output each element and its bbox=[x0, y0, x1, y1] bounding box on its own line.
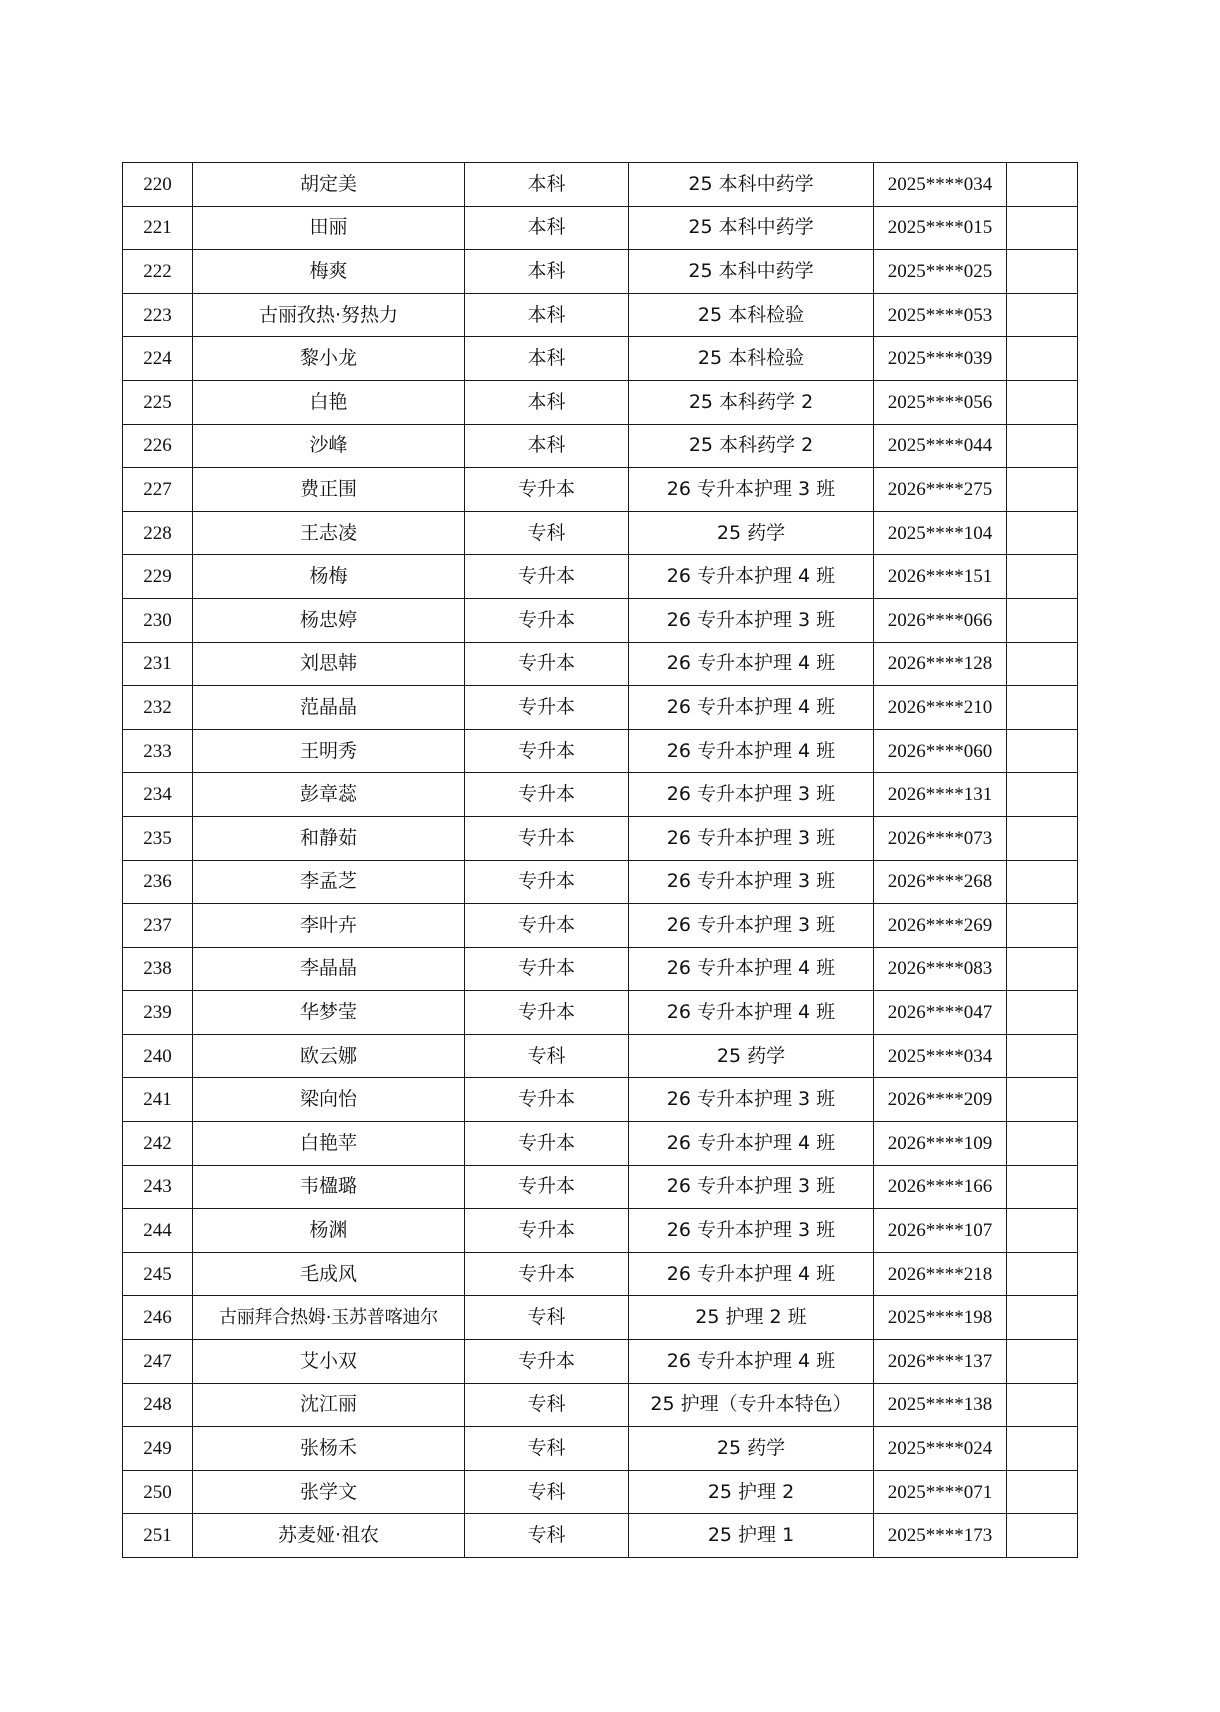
education-level-cell: 专科 bbox=[465, 1296, 629, 1340]
table-row bbox=[123, 686, 1078, 730]
table-row bbox=[123, 1340, 1078, 1384]
class-name-cell: 26 专升本护理 4 班 bbox=[629, 947, 874, 991]
education-level-cell: 专升本 bbox=[465, 1165, 629, 1209]
row-number-cell: 248 bbox=[123, 1383, 193, 1427]
table-row bbox=[123, 947, 1078, 991]
table-row bbox=[123, 1470, 1078, 1514]
table-row bbox=[123, 206, 1078, 250]
row-number-cell: 242 bbox=[123, 1122, 193, 1166]
student-id-cell: 2025****034 bbox=[874, 163, 1007, 207]
class-name-cell: 25 本科药学 2 bbox=[629, 380, 874, 424]
table-row bbox=[123, 1078, 1078, 1122]
remark-cell bbox=[1007, 163, 1078, 207]
table-row bbox=[123, 337, 1078, 381]
table-row bbox=[123, 511, 1078, 555]
student-name-cell: 沙峰 bbox=[193, 424, 465, 468]
class-name-cell: 26 专升本护理 3 班 bbox=[629, 816, 874, 860]
education-level-cell: 专升本 bbox=[465, 555, 629, 599]
row-number-cell: 232 bbox=[123, 686, 193, 730]
row-number-cell: 233 bbox=[123, 729, 193, 773]
table-row bbox=[123, 1209, 1078, 1253]
student-id-cell: 2025****173 bbox=[874, 1514, 1007, 1558]
remark-cell bbox=[1007, 1252, 1078, 1296]
class-name-cell: 25 药学 bbox=[629, 511, 874, 555]
remark-cell bbox=[1007, 1427, 1078, 1471]
education-level-cell: 专升本 bbox=[465, 816, 629, 860]
table-row bbox=[123, 1514, 1078, 1558]
class-name-cell: 26 专升本护理 4 班 bbox=[629, 1252, 874, 1296]
student-id-cell: 2026****275 bbox=[874, 468, 1007, 512]
student-id-cell: 2026****137 bbox=[874, 1340, 1007, 1384]
student-name-cell: 张学文 bbox=[193, 1470, 465, 1514]
table-row bbox=[123, 1165, 1078, 1209]
student-name-cell: 王明秀 bbox=[193, 729, 465, 773]
class-name-cell: 26 专升本护理 3 班 bbox=[629, 468, 874, 512]
remark-cell bbox=[1007, 729, 1078, 773]
remark-cell bbox=[1007, 773, 1078, 817]
student-name-cell: 李叶卉 bbox=[193, 904, 465, 948]
table-row bbox=[123, 250, 1078, 294]
remark-cell bbox=[1007, 380, 1078, 424]
student-id-cell: 2026****047 bbox=[874, 991, 1007, 1035]
class-name-cell: 25 本科检验 bbox=[629, 337, 874, 381]
education-level-cell: 专升本 bbox=[465, 860, 629, 904]
row-number-cell: 221 bbox=[123, 206, 193, 250]
student-id-cell: 2026****109 bbox=[874, 1122, 1007, 1166]
remark-cell bbox=[1007, 293, 1078, 337]
student-id-cell: 2025****053 bbox=[874, 293, 1007, 337]
education-level-cell: 专升本 bbox=[465, 947, 629, 991]
remark-cell bbox=[1007, 1078, 1078, 1122]
class-name-cell: 25 护理 2 班 bbox=[629, 1296, 874, 1340]
class-name-cell: 26 专升本护理 3 班 bbox=[629, 860, 874, 904]
class-name-cell: 26 专升本护理 3 班 bbox=[629, 904, 874, 948]
remark-cell bbox=[1007, 206, 1078, 250]
education-level-cell: 专科 bbox=[465, 1427, 629, 1471]
student-name-cell: 李晶晶 bbox=[193, 947, 465, 991]
class-name-cell: 25 本科检验 bbox=[629, 293, 874, 337]
remark-cell bbox=[1007, 555, 1078, 599]
row-number-cell: 244 bbox=[123, 1209, 193, 1253]
row-number-cell: 234 bbox=[123, 773, 193, 817]
class-name-cell: 25 护理 1 bbox=[629, 1514, 874, 1558]
remark-cell bbox=[1007, 1122, 1078, 1166]
class-name-cell: 25 药学 bbox=[629, 1427, 874, 1471]
row-number-cell: 246 bbox=[123, 1296, 193, 1340]
student-id-cell: 2025****056 bbox=[874, 380, 1007, 424]
remark-cell bbox=[1007, 424, 1078, 468]
education-level-cell: 专科 bbox=[465, 1034, 629, 1078]
remark-cell bbox=[1007, 511, 1078, 555]
student-name-cell: 刘思韩 bbox=[193, 642, 465, 686]
student-id-cell: 2026****066 bbox=[874, 598, 1007, 642]
student-name-cell: 王志凌 bbox=[193, 511, 465, 555]
student-id-cell: 2025****024 bbox=[874, 1427, 1007, 1471]
remark-cell bbox=[1007, 1383, 1078, 1427]
student-name-cell: 梁向怡 bbox=[193, 1078, 465, 1122]
row-number-cell: 240 bbox=[123, 1034, 193, 1078]
table-row bbox=[123, 729, 1078, 773]
student-name-cell: 华梦莹 bbox=[193, 991, 465, 1035]
remark-cell bbox=[1007, 250, 1078, 294]
education-level-cell: 专升本 bbox=[465, 468, 629, 512]
education-level-cell: 本科 bbox=[465, 206, 629, 250]
class-name-cell: 25 本科中药学 bbox=[629, 206, 874, 250]
row-number-cell: 229 bbox=[123, 555, 193, 599]
remark-cell bbox=[1007, 991, 1078, 1035]
class-name-cell: 26 专升本护理 3 班 bbox=[629, 1209, 874, 1253]
student-id-cell: 2025****015 bbox=[874, 206, 1007, 250]
class-name-cell: 26 专升本护理 4 班 bbox=[629, 991, 874, 1035]
class-name-cell: 25 护理（专升本特色） bbox=[629, 1383, 874, 1427]
remark-cell bbox=[1007, 1209, 1078, 1253]
remark-cell bbox=[1007, 1034, 1078, 1078]
education-level-cell: 本科 bbox=[465, 380, 629, 424]
student-name-cell: 和静茹 bbox=[193, 816, 465, 860]
remark-cell bbox=[1007, 904, 1078, 948]
student-name-cell: 古丽孜热·努热力 bbox=[193, 293, 465, 337]
class-name-cell: 26 专升本护理 4 班 bbox=[629, 729, 874, 773]
education-level-cell: 本科 bbox=[465, 250, 629, 294]
row-number-cell: 251 bbox=[123, 1514, 193, 1558]
class-name-cell: 26 专升本护理 3 班 bbox=[629, 773, 874, 817]
student-name-cell: 彭章蕊 bbox=[193, 773, 465, 817]
row-number-cell: 222 bbox=[123, 250, 193, 294]
education-level-cell: 本科 bbox=[465, 163, 629, 207]
class-name-cell: 26 专升本护理 3 班 bbox=[629, 598, 874, 642]
table-row bbox=[123, 860, 1078, 904]
education-level-cell: 本科 bbox=[465, 337, 629, 381]
row-number-cell: 241 bbox=[123, 1078, 193, 1122]
student-id-cell: 2025****034 bbox=[874, 1034, 1007, 1078]
table-row bbox=[123, 163, 1078, 207]
education-level-cell: 专升本 bbox=[465, 1340, 629, 1384]
remark-cell bbox=[1007, 860, 1078, 904]
row-number-cell: 249 bbox=[123, 1427, 193, 1471]
student-id-cell: 2025****198 bbox=[874, 1296, 1007, 1340]
row-number-cell: 225 bbox=[123, 380, 193, 424]
row-number-cell: 226 bbox=[123, 424, 193, 468]
row-number-cell: 220 bbox=[123, 163, 193, 207]
row-number-cell: 228 bbox=[123, 511, 193, 555]
row-number-cell: 224 bbox=[123, 337, 193, 381]
student-id-cell: 2025****104 bbox=[874, 511, 1007, 555]
student-id-cell: 2026****151 bbox=[874, 555, 1007, 599]
table-row bbox=[123, 1383, 1078, 1427]
student-name-cell: 苏麦娅·祖农 bbox=[193, 1514, 465, 1558]
table-row bbox=[123, 816, 1078, 860]
education-level-cell: 本科 bbox=[465, 293, 629, 337]
roster-body bbox=[123, 163, 1078, 1558]
student-id-cell: 2026****218 bbox=[874, 1252, 1007, 1296]
student-name-cell: 李孟芝 bbox=[193, 860, 465, 904]
table-row bbox=[123, 773, 1078, 817]
student-id-cell: 2025****044 bbox=[874, 424, 1007, 468]
education-level-cell: 专升本 bbox=[465, 1252, 629, 1296]
student-id-cell: 2025****138 bbox=[874, 1383, 1007, 1427]
student-id-cell: 2026****060 bbox=[874, 729, 1007, 773]
education-level-cell: 专科 bbox=[465, 1383, 629, 1427]
student-name-cell: 范晶晶 bbox=[193, 686, 465, 730]
student-id-cell: 2026****107 bbox=[874, 1209, 1007, 1253]
student-id-cell: 2026****073 bbox=[874, 816, 1007, 860]
table-row bbox=[123, 293, 1078, 337]
row-number-cell: 245 bbox=[123, 1252, 193, 1296]
table-row bbox=[123, 1034, 1078, 1078]
class-name-cell: 26 专升本护理 4 班 bbox=[629, 686, 874, 730]
row-number-cell: 230 bbox=[123, 598, 193, 642]
class-name-cell: 26 专升本护理 4 班 bbox=[629, 1122, 874, 1166]
student-name-cell: 韦楹璐 bbox=[193, 1165, 465, 1209]
education-level-cell: 专升本 bbox=[465, 1078, 629, 1122]
row-number-cell: 227 bbox=[123, 468, 193, 512]
education-level-cell: 专升本 bbox=[465, 598, 629, 642]
class-name-cell: 26 专升本护理 3 班 bbox=[629, 1165, 874, 1209]
remark-cell bbox=[1007, 1514, 1078, 1558]
table-row bbox=[123, 991, 1078, 1035]
class-name-cell: 25 药学 bbox=[629, 1034, 874, 1078]
row-number-cell: 223 bbox=[123, 293, 193, 337]
student-name-cell: 杨渊 bbox=[193, 1209, 465, 1253]
education-level-cell: 专升本 bbox=[465, 1209, 629, 1253]
class-name-cell: 25 护理 2 bbox=[629, 1470, 874, 1514]
remark-cell bbox=[1007, 1165, 1078, 1209]
table-row bbox=[123, 598, 1078, 642]
remark-cell bbox=[1007, 816, 1078, 860]
class-name-cell: 26 专升本护理 4 班 bbox=[629, 642, 874, 686]
student-name-cell: 白艳苹 bbox=[193, 1122, 465, 1166]
student-id-cell: 2026****166 bbox=[874, 1165, 1007, 1209]
row-number-cell: 243 bbox=[123, 1165, 193, 1209]
class-name-cell: 26 专升本护理 4 班 bbox=[629, 1340, 874, 1384]
education-level-cell: 专升本 bbox=[465, 729, 629, 773]
education-level-cell: 本科 bbox=[465, 424, 629, 468]
row-number-cell: 239 bbox=[123, 991, 193, 1035]
student-name-cell: 黎小龙 bbox=[193, 337, 465, 381]
student-name-cell: 毛成风 bbox=[193, 1252, 465, 1296]
student-id-cell: 2025****039 bbox=[874, 337, 1007, 381]
class-name-cell: 25 本科中药学 bbox=[629, 163, 874, 207]
class-name-cell: 25 本科药学 2 bbox=[629, 424, 874, 468]
row-number-cell: 237 bbox=[123, 904, 193, 948]
row-number-cell: 238 bbox=[123, 947, 193, 991]
remark-cell bbox=[1007, 1340, 1078, 1384]
education-level-cell: 专科 bbox=[465, 1470, 629, 1514]
remark-cell bbox=[1007, 642, 1078, 686]
student-id-cell: 2026****210 bbox=[874, 686, 1007, 730]
student-name-cell: 田丽 bbox=[193, 206, 465, 250]
student-id-cell: 2026****268 bbox=[874, 860, 1007, 904]
remark-cell bbox=[1007, 1470, 1078, 1514]
table-row bbox=[123, 1427, 1078, 1471]
table-row bbox=[123, 642, 1078, 686]
education-level-cell: 专升本 bbox=[465, 642, 629, 686]
row-number-cell: 247 bbox=[123, 1340, 193, 1384]
student-roster-table bbox=[122, 162, 1078, 1558]
student-name-cell: 胡定美 bbox=[193, 163, 465, 207]
table-row bbox=[123, 424, 1078, 468]
row-number-cell: 231 bbox=[123, 642, 193, 686]
student-name-cell: 白艳 bbox=[193, 380, 465, 424]
student-id-cell: 2025****025 bbox=[874, 250, 1007, 294]
table-row bbox=[123, 1252, 1078, 1296]
remark-cell bbox=[1007, 337, 1078, 381]
table-row bbox=[123, 380, 1078, 424]
student-id-cell: 2026****083 bbox=[874, 947, 1007, 991]
remark-cell bbox=[1007, 686, 1078, 730]
class-name-cell: 25 本科中药学 bbox=[629, 250, 874, 294]
table-row bbox=[123, 468, 1078, 512]
education-level-cell: 专升本 bbox=[465, 1122, 629, 1166]
education-level-cell: 专升本 bbox=[465, 991, 629, 1035]
education-level-cell: 专科 bbox=[465, 1514, 629, 1558]
student-name-cell: 费正围 bbox=[193, 468, 465, 512]
student-name-cell: 欧云娜 bbox=[193, 1034, 465, 1078]
remark-cell bbox=[1007, 468, 1078, 512]
student-name-cell: 杨忠婷 bbox=[193, 598, 465, 642]
student-id-cell: 2026****209 bbox=[874, 1078, 1007, 1122]
student-name-cell: 古丽拜合热姆·玉苏普喀迪尔 bbox=[193, 1296, 465, 1340]
remark-cell bbox=[1007, 598, 1078, 642]
class-name-cell: 26 专升本护理 4 班 bbox=[629, 555, 874, 599]
table-row bbox=[123, 1122, 1078, 1166]
student-name-cell: 艾小双 bbox=[193, 1340, 465, 1384]
student-name-cell: 张杨禾 bbox=[193, 1427, 465, 1471]
row-number-cell: 250 bbox=[123, 1470, 193, 1514]
remark-cell bbox=[1007, 1296, 1078, 1340]
row-number-cell: 235 bbox=[123, 816, 193, 860]
student-id-cell: 2026****269 bbox=[874, 904, 1007, 948]
student-id-cell: 2026****128 bbox=[874, 642, 1007, 686]
student-id-cell: 2026****131 bbox=[874, 773, 1007, 817]
table-row bbox=[123, 904, 1078, 948]
student-id-cell: 2025****071 bbox=[874, 1470, 1007, 1514]
remark-cell bbox=[1007, 947, 1078, 991]
education-level-cell: 专升本 bbox=[465, 904, 629, 948]
table-row bbox=[123, 1296, 1078, 1340]
education-level-cell: 专科 bbox=[465, 511, 629, 555]
class-name-cell: 26 专升本护理 3 班 bbox=[629, 1078, 874, 1122]
row-number-cell: 236 bbox=[123, 860, 193, 904]
education-level-cell: 专升本 bbox=[465, 686, 629, 730]
education-level-cell: 专升本 bbox=[465, 773, 629, 817]
table-row bbox=[123, 555, 1078, 599]
student-name-cell: 沈江丽 bbox=[193, 1383, 465, 1427]
student-name-cell: 梅爽 bbox=[193, 250, 465, 294]
student-name-cell: 杨梅 bbox=[193, 555, 465, 599]
